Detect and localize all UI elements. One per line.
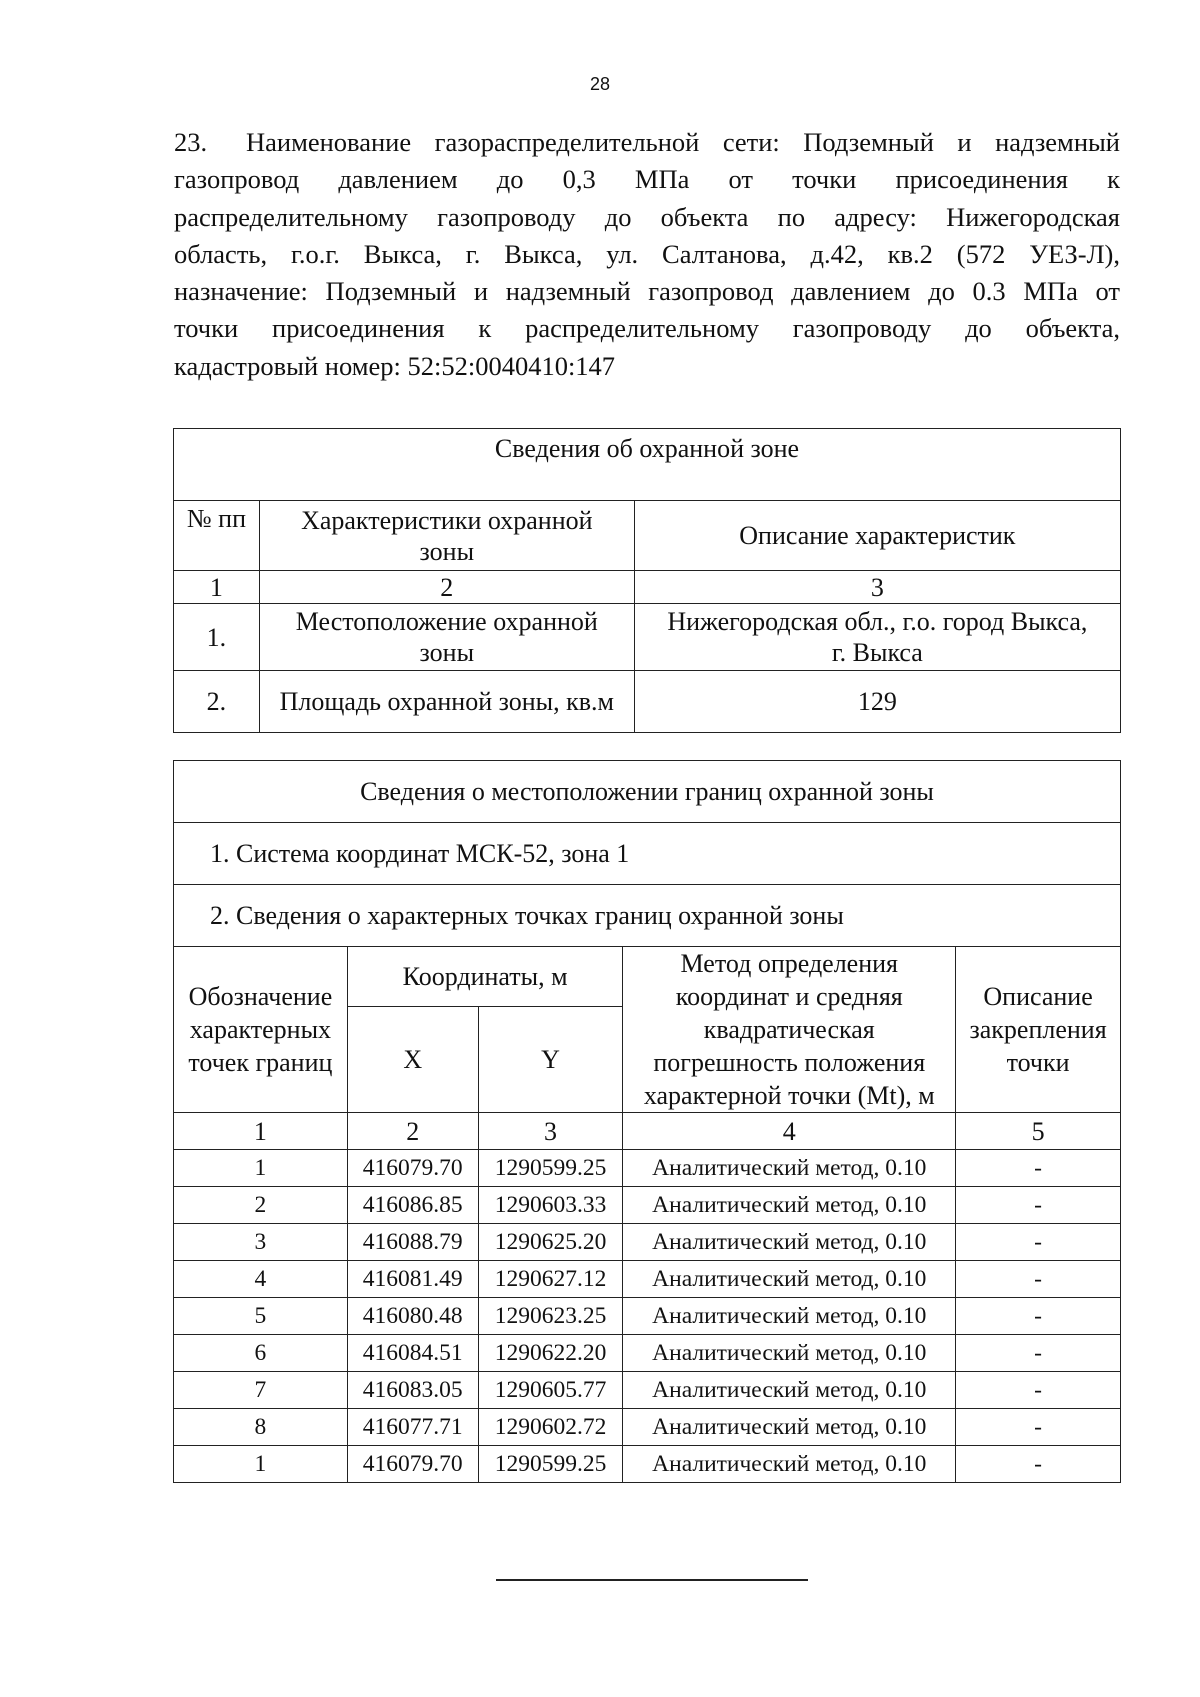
y-coordinate: 1290627.12 (478, 1261, 623, 1298)
fixing-value: - (956, 1150, 1121, 1187)
zone-table-index-row: 1 2 3 (174, 571, 1121, 604)
y-coordinate: 1290605.77 (478, 1372, 623, 1409)
y-coordinate: 1290622.20 (478, 1335, 623, 1372)
paragraph-line: газопровод давлением до 0,3 МПа от точки присоединения к (174, 164, 1120, 195)
y-coordinate: 1290602.72 (478, 1409, 623, 1446)
fixing-value: - (956, 1446, 1121, 1483)
x-coordinate: 416077.71 (347, 1409, 478, 1446)
point-number: 8 (174, 1409, 348, 1446)
x-coordinate: 416080.48 (347, 1298, 478, 1335)
header-characteristics: Характеристики охранной зоны (259, 501, 634, 571)
method-value: Аналитический метод, 0.10 (623, 1150, 956, 1187)
paragraph-line: 23. Наименование газораспределительной сети: Подземный и надземный (174, 124, 1120, 161)
paragraph-line: область, г.о.г. Выкса, г. Выкса, ул. Салтанова, д.42, кв.2 (572 УЕЗ-Л), (174, 238, 1120, 269)
zone-table-header (174, 501, 1121, 571)
y-coordinate: 1290599.25 (478, 1150, 623, 1187)
paragraph-line: точки присоединения к распределительному газопроводу до объекта, (174, 313, 1120, 344)
points-table-header (174, 947, 1121, 1007)
fixing-value: - (956, 1261, 1121, 1298)
method-value: Аналитический метод, 0.10 (623, 1409, 956, 1446)
x-coordinate: 416086.85 (347, 1187, 478, 1224)
point-number: 4 (174, 1261, 348, 1298)
table-row (174, 1298, 1121, 1335)
point-number: 6 (174, 1335, 348, 1372)
x-coordinate: 416079.70 (347, 1150, 478, 1187)
method-value: Аналитический метод, 0.10 (623, 1446, 956, 1483)
table-row (174, 1150, 1121, 1187)
row-characteristic: Площадь охранной зоны, кв.м (259, 671, 634, 733)
row-value: 129 (634, 671, 1120, 733)
section-paragraph (174, 124, 1120, 385)
header-coordinates: Координаты, м (347, 947, 623, 1007)
method-value: Аналитический метод, 0.10 (623, 1224, 956, 1261)
table-row (174, 604, 1121, 671)
row-characteristic: Местоположение охранной зоны (259, 604, 634, 671)
footer-divider (496, 1579, 808, 1581)
fixing-value: - (956, 1224, 1121, 1261)
y-coordinate: 1290599.25 (478, 1446, 623, 1483)
point-number: 3 (174, 1224, 348, 1261)
method-value: Аналитический метод, 0.10 (623, 1335, 956, 1372)
header-method: Метод определения координат и средняя квадратическая погрешность положения характерной точки (Mt), м (623, 947, 956, 1113)
paragraph-line: кадастровый номер: 52:52:0040410:147 (174, 350, 616, 381)
method-value: Аналитический метод, 0.10 (623, 1261, 956, 1298)
row-value: Нижегородская обл., г.о. город Выкса, г. Выкса (634, 604, 1120, 671)
table-row (174, 1372, 1121, 1409)
point-number: 2 (174, 1187, 348, 1224)
point-number: 1 (174, 1150, 348, 1187)
header-y: Y (478, 1007, 623, 1113)
method-value: Аналитический метод, 0.10 (623, 1372, 956, 1409)
coordinate-system: 1. Система координат МСК-52, зона 1 (174, 823, 1121, 885)
y-coordinate: 1290623.25 (478, 1298, 623, 1335)
boundary-points-table (173, 760, 1121, 1483)
table-row (174, 1335, 1121, 1372)
fixing-value: - (956, 1409, 1121, 1446)
point-number: 1 (174, 1446, 348, 1483)
fixing-value: - (956, 1298, 1121, 1335)
x-coordinate: 416081.49 (347, 1261, 478, 1298)
header-description: Описание характеристик (634, 501, 1120, 571)
paragraph-line: назначение: Подземный и надземный газопровод давлением до 0.3 МПа от (174, 276, 1120, 307)
header-designation: Обозначение характерных точек границ (174, 947, 348, 1113)
header-fixing: Описание закрепления точки (956, 947, 1121, 1113)
page-number: 28 (589, 74, 611, 94)
table-row (174, 1187, 1121, 1224)
row-number: 2. (174, 671, 260, 733)
points-table-title: Сведения о местоположении границ охранной зоны (174, 761, 1121, 823)
fixing-value: - (956, 1335, 1121, 1372)
fixing-value: - (956, 1187, 1121, 1224)
point-number: 5 (174, 1298, 348, 1335)
header-x: X (347, 1007, 478, 1113)
protection-zone-table (173, 428, 1121, 733)
table-row (174, 1224, 1121, 1261)
y-coordinate: 1290603.33 (478, 1187, 623, 1224)
x-coordinate: 416088.79 (347, 1224, 478, 1261)
paragraph-number: 23. (174, 127, 208, 157)
header-npp: № пп (174, 501, 260, 571)
points-section-heading: 2. Сведения о характерных точках границ охранной зоны (174, 885, 1121, 947)
table-row (174, 1409, 1121, 1446)
table-row (174, 1261, 1121, 1298)
zone-table-title: Сведения об охранной зоне (174, 429, 1121, 501)
table-row (174, 671, 1121, 733)
table-row (174, 1446, 1121, 1483)
x-coordinate: 416084.51 (347, 1335, 478, 1372)
points-table-index-row: 1 2 3 4 5 (174, 1113, 1121, 1150)
fixing-value: - (956, 1372, 1121, 1409)
x-coordinate: 416083.05 (347, 1372, 478, 1409)
row-number: 1. (174, 604, 260, 671)
point-number: 7 (174, 1372, 348, 1409)
paragraph-line: распределительному газопроводу до объекта по адресу: Нижегородская (174, 201, 1120, 232)
method-value: Аналитический метод, 0.10 (623, 1187, 956, 1224)
x-coordinate: 416079.70 (347, 1446, 478, 1483)
method-value: Аналитический метод, 0.10 (623, 1298, 956, 1335)
y-coordinate: 1290625.20 (478, 1224, 623, 1261)
